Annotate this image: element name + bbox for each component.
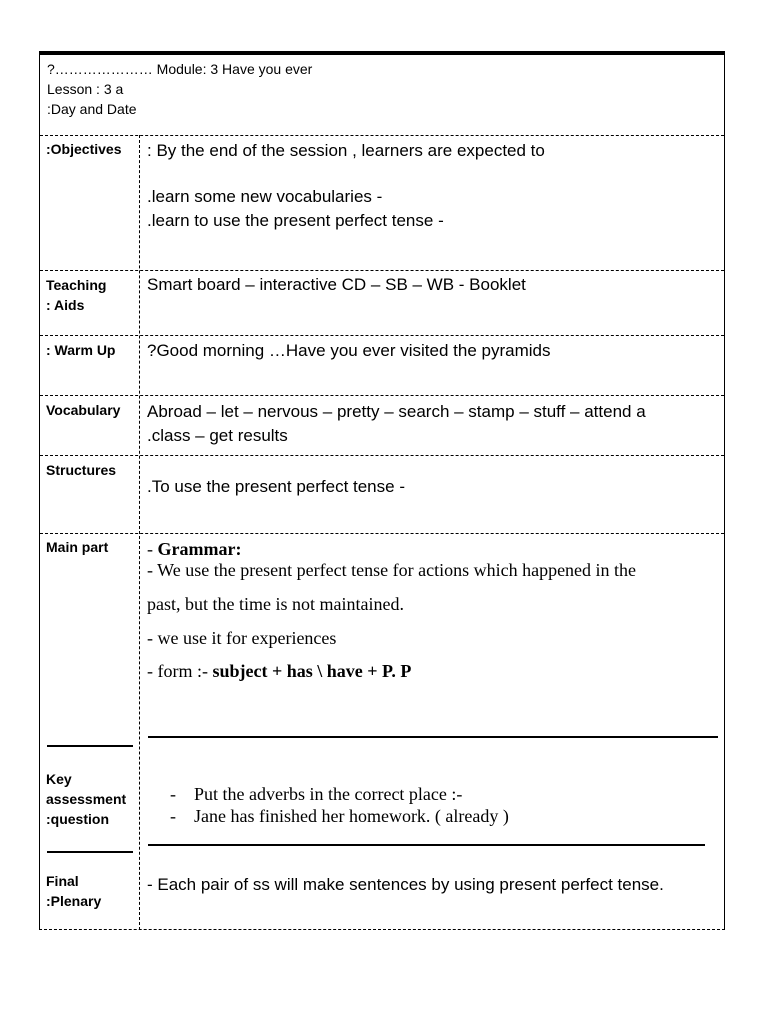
vocabulary-line: .class – get results xyxy=(147,426,288,445)
structures-text: .To use the present perfect tense - xyxy=(147,477,405,496)
teaching-aids-row xyxy=(40,271,724,336)
assessment-item: - Jane has finished her homework. ( already ) xyxy=(170,806,509,826)
objective-item: .learn some new vocabularies - xyxy=(147,187,383,206)
module-line: ?………………… Module: 3 Have you ever xyxy=(47,61,313,77)
grammar-line: - we use it for experiences xyxy=(147,628,337,648)
objectives-intro: : By the end of the session , learners are expected to xyxy=(147,141,545,160)
final-plenary-label: Final :Plenary xyxy=(46,873,102,909)
vocabulary-label: Vocabulary xyxy=(46,402,121,418)
final-plenary-text: - Each pair of ss will make sentences by using present perfect tense. xyxy=(147,875,664,894)
label-divider-line xyxy=(47,851,133,853)
objective-item: .learn to use the present perfect tense - xyxy=(147,211,444,230)
key-assessment-label: Key assessment :question xyxy=(46,771,127,827)
grammar-heading: - Grammar: xyxy=(147,539,242,559)
structures-label: Structures xyxy=(46,462,117,478)
vocabulary-line: Abroad – let – nervous – pretty – search – stamp – stuff – attend a xyxy=(147,402,646,421)
objectives-row xyxy=(40,135,724,271)
structures-row xyxy=(40,456,724,534)
assessment-item: - Put the adverbs in the correct place :- xyxy=(170,784,463,804)
objectives-label: :Objectives xyxy=(46,141,122,157)
lesson-line: Lesson : 3 a xyxy=(47,81,124,97)
grammar-line: - We use the present perfect tense for actions which happened in the xyxy=(147,560,637,580)
lesson-plan-sheet xyxy=(39,51,725,930)
header-block xyxy=(40,55,724,136)
label-divider-line xyxy=(47,745,133,747)
grammar-line: past, but the time is not maintained. xyxy=(147,594,404,614)
section-divider-line xyxy=(148,844,705,846)
vocabulary-row xyxy=(40,396,724,456)
main-part-label: Main part xyxy=(46,539,109,555)
warm-up-text: ?Good morning …Have you ever visited the pyramids xyxy=(147,341,551,360)
section-divider-line xyxy=(148,736,718,738)
grammar-form: - form :- subject + has \ have + P. P xyxy=(147,661,412,681)
day-date-line: :Day and Date xyxy=(47,101,137,117)
warm-up-label: : Warm Up xyxy=(46,342,116,358)
warm-up-row xyxy=(40,336,724,396)
teaching-aids-label: Teaching : Aids xyxy=(46,277,107,313)
teaching-aids-text: Smart board – interactive CD – SB – WB - Booklet xyxy=(147,275,526,294)
